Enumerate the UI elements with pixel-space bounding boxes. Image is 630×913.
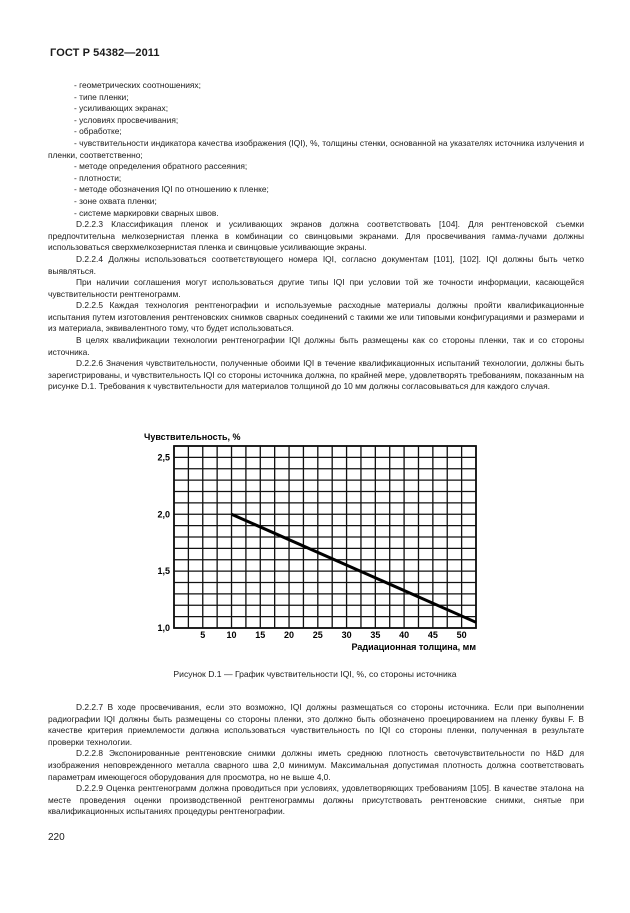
- y-axis-label: Чувствительность, %: [144, 432, 241, 442]
- x-tick-label: 45: [427, 630, 438, 640]
- list-item: - системе маркировки сварных швов.: [74, 207, 219, 218]
- document-header: ГОСТ Р 54382—2011: [50, 47, 160, 59]
- series-line: [232, 514, 476, 622]
- paragraph-d229: D.2.2.9 Оценка рентгенограмм должна проводиться при условиях, удовлетворяющих требованиям [105]. В качестве эталона на месте проведения оценки производственной рентгенограммы должны присутствовать рентгеновские снимки, снятые при квалификационных испытаниях процедуры рентгенографии.: [48, 783, 584, 817]
- chart-svg: [138, 428, 498, 668]
- list-item: - усиливающих экранах;: [74, 103, 169, 114]
- x-tick-label: 35: [370, 630, 381, 640]
- x-tick-label: 15: [255, 630, 266, 640]
- figure-caption: Рисунок D.1 — График чувствительности IQI, %, со стороны источника: [173, 669, 457, 679]
- x-tick-label: 5: [200, 630, 206, 640]
- list-item: - плотности;: [74, 172, 122, 183]
- list-item: - зоне охвата пленки;: [74, 195, 157, 206]
- sensitivity-chart: [138, 428, 498, 668]
- page-number: 220: [48, 832, 65, 843]
- x-tick-label: 10: [226, 630, 237, 640]
- x-axis-label: Радиационная толщина, мм: [351, 642, 476, 652]
- y-tick-label: 1,0: [157, 623, 170, 633]
- list-item: - типе пленки;: [74, 91, 129, 102]
- paragraph-d227: D.2.2.7 В ходе просвечивания, если это возможно, IQI должны размещаться со стороны источника. Если при выполнении радиографии IQI должны быть размещены со стороны пленки, это должно быть обозначено проецированием на пленку буквы F. В качестве критерия приемлемости должна использоваться чувствительность по IQI со стороны пленки, полученная в результате проверки технологии.: [48, 702, 584, 747]
- body-text-bottom: [48, 702, 584, 818]
- y-tick-label: 2,5: [157, 452, 170, 463]
- paragraph-qualification: В целях квалификации технологии рентгенографии IQI должны быть размещены как со стороны пленки, так и со стороны источника.: [48, 335, 584, 357]
- x-tick-label: 30: [341, 630, 352, 640]
- list-item: - геометрических соотношениях;: [74, 80, 201, 90]
- list-item: - условиях просвечивания;: [74, 114, 179, 125]
- y-tick-label: 2,0: [157, 509, 170, 520]
- list-item: - методе определения обратного рассеяния;: [74, 161, 248, 172]
- x-tick-label: 20: [284, 630, 295, 640]
- paragraph-agreement: При наличии соглашения могут использоваться другие типы IQI при условии той же точности информации, касающейся чувствительности рентгенограмм.: [48, 277, 584, 299]
- list-item-iqi: - чувствительности индикатора качества изображения (IQI), %, толщины стенки, основанной на указателях источника излучения и пленки, соответственно;: [48, 137, 584, 160]
- paragraph-d228: D.2.2.8 Экспонированные рентгеновские снимки должны иметь среднюю плотность светочувствительности по H&D для изображения неповрежденного металла сварного шва 2,0 минимум. Максимальная допустимая плотность должна соответствовать параметрам имеющегося оборудования для просмотра, но не выше 4,0.: [48, 748, 584, 782]
- y-tick-label: 1,5: [157, 566, 170, 577]
- list-item: - методе обозначения IQI по отношению к пленке;: [74, 184, 269, 195]
- paragraph-d224: D.2.2.4 Должны использоваться соответствующего номера IQI, согласно документам [101], [102]. IQI должны быть четко выявляться.: [48, 253, 584, 276]
- paragraph-d225: D.2.2.5 Каждая технология рентгенографии и используемые расходные материалы должны пройти квалификационные испытания путем изготовления рентгеновских снимков сварных соединений с такими же или типовыми конфигурациями и размерами и из материала, эквивалентного тому, что будет использоваться.: [48, 300, 584, 334]
- body-text-top: [48, 80, 584, 393]
- x-tick-label: 50: [456, 630, 467, 640]
- paragraph-d223: D.2.2.3 Классификация пленок и усиливающих экранов должна соответствовать [104]. Для рентгеновской съемки предпочтительна мелкозернистая пленка в комбинации со свинцовыми экранами. Для просвечивания гамма-лучами должны использоваться сверхмелкозернистая пленка и свинцовые усиливающие экраны.: [48, 219, 584, 253]
- paragraph-d226: D.2.2.6 Значения чувствительности, полученные обоими IQI в течение квалификационных испытаний технологии, должны быть зарегистрированы, и чувствительность IQI со стороны источника должна, по крайней мере, удовлетворять требованиям, показанным на рисунке D.1. Требования к чувствительности для материалов толщиной до 10 мм должны согласовываться для каждого случая.: [48, 358, 584, 392]
- x-tick-label: 40: [399, 630, 410, 640]
- x-tick-label: 25: [312, 630, 323, 640]
- list-item: - обработке;: [74, 126, 122, 137]
